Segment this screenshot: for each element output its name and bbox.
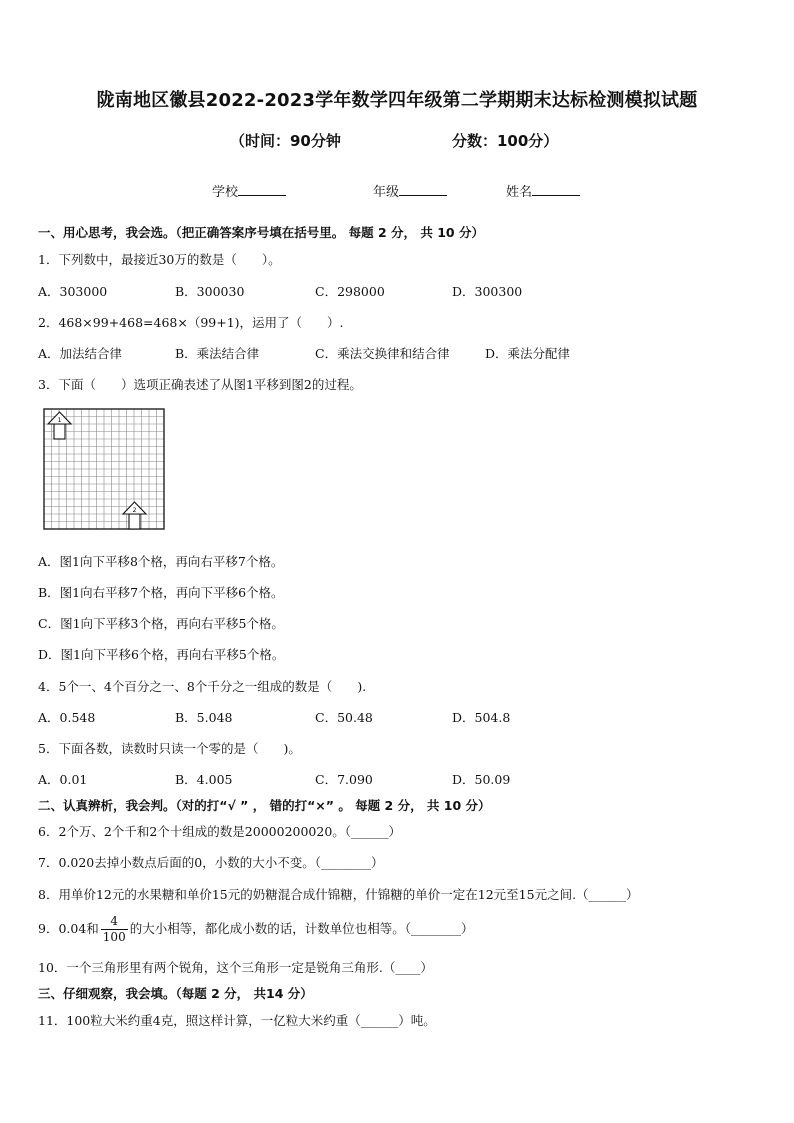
q2-option-d: D．乘法分配律 bbox=[485, 346, 571, 361]
q5-option-b: B．4.005 bbox=[175, 772, 233, 787]
q9-numerator: 4 bbox=[101, 914, 128, 930]
figure-2-label: 2 bbox=[132, 507, 137, 514]
q1-option-c: C．298000 bbox=[315, 284, 385, 299]
q5-option-a: A．0.01 bbox=[38, 772, 88, 787]
exam-score: 分数：100分） bbox=[452, 132, 559, 150]
question-9 bbox=[38, 912, 473, 946]
q1-option-a: A．303000 bbox=[38, 284, 108, 299]
section-3-heading: 三、仔细观察，我会填。（每题 2 分， 共14 分） bbox=[38, 986, 313, 1001]
grade-blank bbox=[399, 183, 447, 196]
grade-field bbox=[373, 181, 447, 200]
q3-option-c: C．图1向下平移3个格，再向右平移5个格。 bbox=[38, 616, 284, 631]
school-label: 学校 bbox=[212, 185, 239, 200]
name-blank bbox=[532, 183, 580, 196]
school-field bbox=[212, 181, 286, 200]
section-2-heading: 二、认真辨析，我会判。（对的打“√ ” ， 错的打“×” 。 每题 2 分， 共 10 分） bbox=[38, 798, 491, 813]
question-2: 2．468×99+468=468×（99+1)，运用了（ ）. bbox=[38, 315, 344, 330]
q4-option-c: C．50.48 bbox=[315, 710, 373, 725]
q9-suffix: 的大小相等，都化成小数的话，计数单位也相等。（________） bbox=[129, 921, 474, 936]
q4-option-d: D．504.8 bbox=[452, 710, 511, 725]
q2-option-a: A．加法结合律 bbox=[38, 346, 123, 361]
question-11: 11．100粒大米约重4克，照这样计算，一亿粒大米约重（______）吨。 bbox=[38, 1013, 436, 1028]
question-6: 6．2个万、2个千和2个十组成的数是20000200020。（______） bbox=[38, 824, 402, 839]
figure-1-label: 1 bbox=[57, 417, 62, 424]
q3-option-b: B．图1向右平移7个格，再向下平移6个格。 bbox=[38, 585, 284, 600]
exam-time: （时间：90分钟 bbox=[230, 132, 341, 150]
grade-label: 年级 bbox=[373, 185, 400, 200]
exam-title: 陇南地区徽县2022-2023学年数学四年级第二学期期末达标检测模拟试题 bbox=[96, 90, 698, 111]
q3-option-d: D．图1向下平移6个格，再向右平移5个格。 bbox=[38, 647, 285, 662]
q4-option-a: A．0.548 bbox=[38, 710, 96, 725]
name-field bbox=[506, 181, 580, 200]
q2-option-b: B．乘法结合律 bbox=[175, 346, 260, 361]
q3-option-a: A．图1向下平移8个格，再向右平移7个格。 bbox=[38, 554, 284, 569]
q1-option-b: B．300030 bbox=[175, 284, 245, 299]
q9-denominator: 100 bbox=[102, 930, 126, 944]
question-10: 10．一个三角形里有两个锐角，这个三角形一定是锐角三角形.（____） bbox=[38, 960, 433, 975]
q1-option-d: D．300300 bbox=[452, 284, 523, 299]
question-8: 8．用单价12元的水果糖和单价15元的奶糖混合成什锦糖，什锦糖的单价一定在12元至15元之间.（______） bbox=[38, 887, 639, 902]
question-4: 4．5个一、4个百分之一、8个千分之一组成的数是（ ). bbox=[38, 679, 367, 694]
q2-option-c: C．乘法交换律和结合律 bbox=[315, 346, 450, 361]
question-5: 5．下面各数，读数时只读一个零的是（ )。 bbox=[38, 741, 301, 756]
q9-fraction bbox=[101, 914, 128, 945]
question-7: 7．0.020去掉小数点后面的0，小数的大小不变。（________） bbox=[38, 855, 384, 870]
q4-option-b: B．5.048 bbox=[175, 710, 233, 725]
section-1-heading: 一、用心思考，我会选。（把正确答案序号填在括号里。 每题 2 分， 共 10 分） bbox=[38, 225, 484, 240]
q5-option-d: D．50.09 bbox=[452, 772, 511, 787]
q9-prefix: 9．0.04和 bbox=[38, 921, 99, 936]
school-blank bbox=[238, 183, 286, 196]
question-3: 3．下面（ ）选项正确表述了从图1平移到图2的过程。 bbox=[38, 377, 362, 392]
question-1: 1．下列数中，最接近30万的数是（ ）。 bbox=[38, 252, 281, 267]
name-label: 姓名 bbox=[506, 185, 533, 200]
q5-option-c: C．7.090 bbox=[315, 772, 373, 787]
translation-grid-figure bbox=[43, 408, 167, 532]
